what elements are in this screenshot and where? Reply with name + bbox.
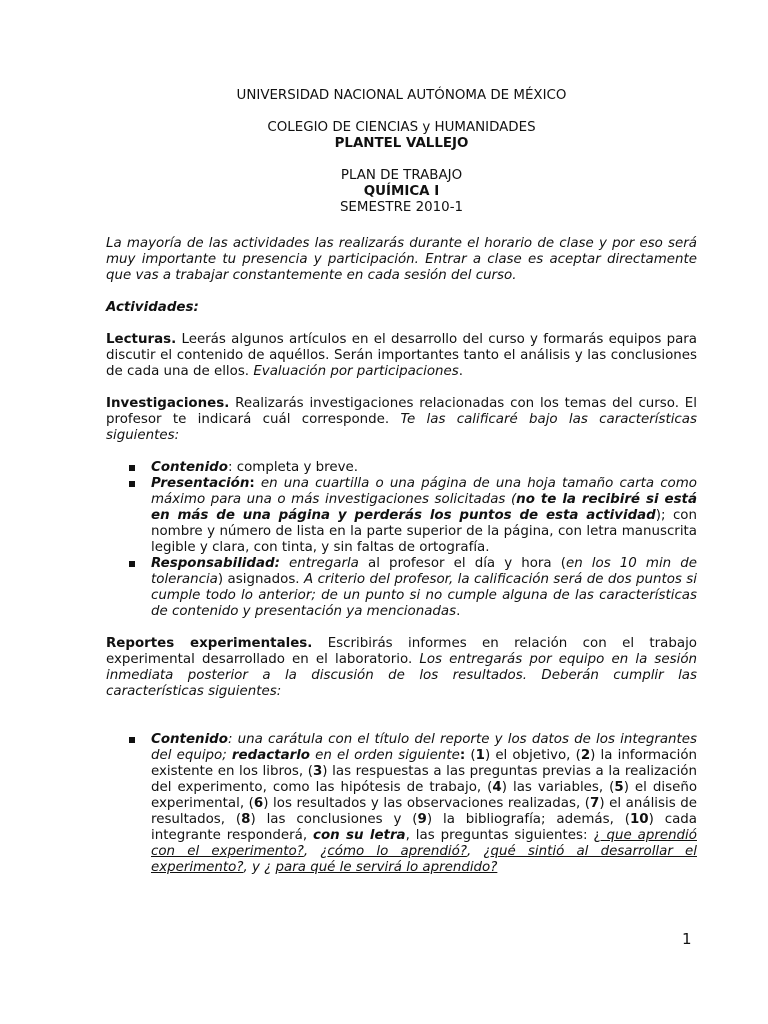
intro-paragraph: La mayoría de las actividades las realizarás durante el horario de clase y por eso será muy importante tu presencia y participación. Entrar a clase es aceptar directamente que vas a trabajar constantemente en cada sesión del curso. (106, 236, 697, 283)
plan-title: PLAN DE TRABAJO (340, 168, 463, 183)
reportes-paragraph: Reportes experimentales. Escribirás informes en relación con el trabajo experimental desarrollado en el laboratorio. Los entregarás por equipo en la sesión inmediata posterior a la discusión de los resultados. Deberán cumplir las características siguientes: (106, 636, 698, 699)
document-header (106, 88, 697, 216)
bullet-square-icon (129, 561, 135, 567)
bullet-square-icon (129, 737, 135, 743)
investigaciones-paragraph: Investigaciones. Realizarás investigaciones relacionadas con los temas del curso. El profesor te indicará cuál corresponde. Te las calificaré bajo las características siguientes: (106, 396, 697, 443)
activities-heading: Actividades: (106, 300, 199, 315)
list-item: Contenido: una carátula con el título del reporte y los datos de los integrantes del equipo; redactarlo en el orden siguiente: (1) el objetivo, (2) la información existente en los libros, (3) las respuestas a las preguntas previas a la realización del experimento, como las hipótesis de trabajo, (4) las variables, (5) el diseño experimental, (6) los resultados y las observaciones realizadas, (7) el análisis de resultados, (8) las conclusiones y (9) la bibliografía; además, (10) cada integrante responderá, con su letra, las preguntas siguientes: ¿ que aprendió con el experimento?, ¿cómo lo aprendió?, ¿qué sintió al desarrollar el experimento?, y ¿ para qué le servirá lo aprendido? (106, 732, 697, 876)
reportes-title: Reportes experimentales. (106, 636, 313, 651)
reportes-criteria-list (106, 732, 697, 876)
document-body (106, 88, 697, 876)
bullet-square-icon (129, 465, 135, 471)
college-name: COLEGIO DE CIENCIAS y HUMANIDADES (267, 120, 536, 135)
list-item: Responsabilidad: entregarla al profesor el día y hora (en los 10 min de tolerancia) asignados. A criterio del profesor, la calificación será de dos puntos si cumple todo lo anterior; de un punto si no cumple alguna de las características de contenido y presentación ya mencionadas. (106, 556, 697, 620)
university-name: UNIVERSIDAD NACIONAL AUTÓNOMA DE MÉXICO (236, 88, 567, 103)
page-number: 1 (682, 930, 692, 948)
subject-title: QUÍMICA I (363, 184, 440, 199)
bullet-square-icon (129, 481, 135, 487)
lecturas-title: Lecturas. (106, 332, 177, 347)
lecturas-paragraph: Lecturas. Leerás algunos artículos en el desarrollo del curso y formarás equipos para discutir el contenido de aquéllos. Serán importantes tanto el análisis y las conclusiones de cada una de ellos. Evaluación por participaciones. (106, 332, 697, 379)
campus-name: PLANTEL VALLEJO (334, 136, 469, 151)
list-item: Contenido: completa y breve. (106, 460, 697, 476)
investigaciones-criteria-list (106, 460, 697, 620)
investigaciones-title: Investigaciones. (106, 396, 230, 411)
list-item: Presentación: en una cuartilla o una página de una hoja tamaño carta como máximo para una o más investigaciones solicitadas (no te la recibiré si está en más de una página y perderás los puntos de esta actividad); con nombre y número de lista en la parte superior de la página, con letra manuscrita legible y clara, con tinta, y sin faltas de ortografía. (106, 476, 697, 556)
semester-label: SEMESTRE 2010-1 (339, 200, 464, 215)
